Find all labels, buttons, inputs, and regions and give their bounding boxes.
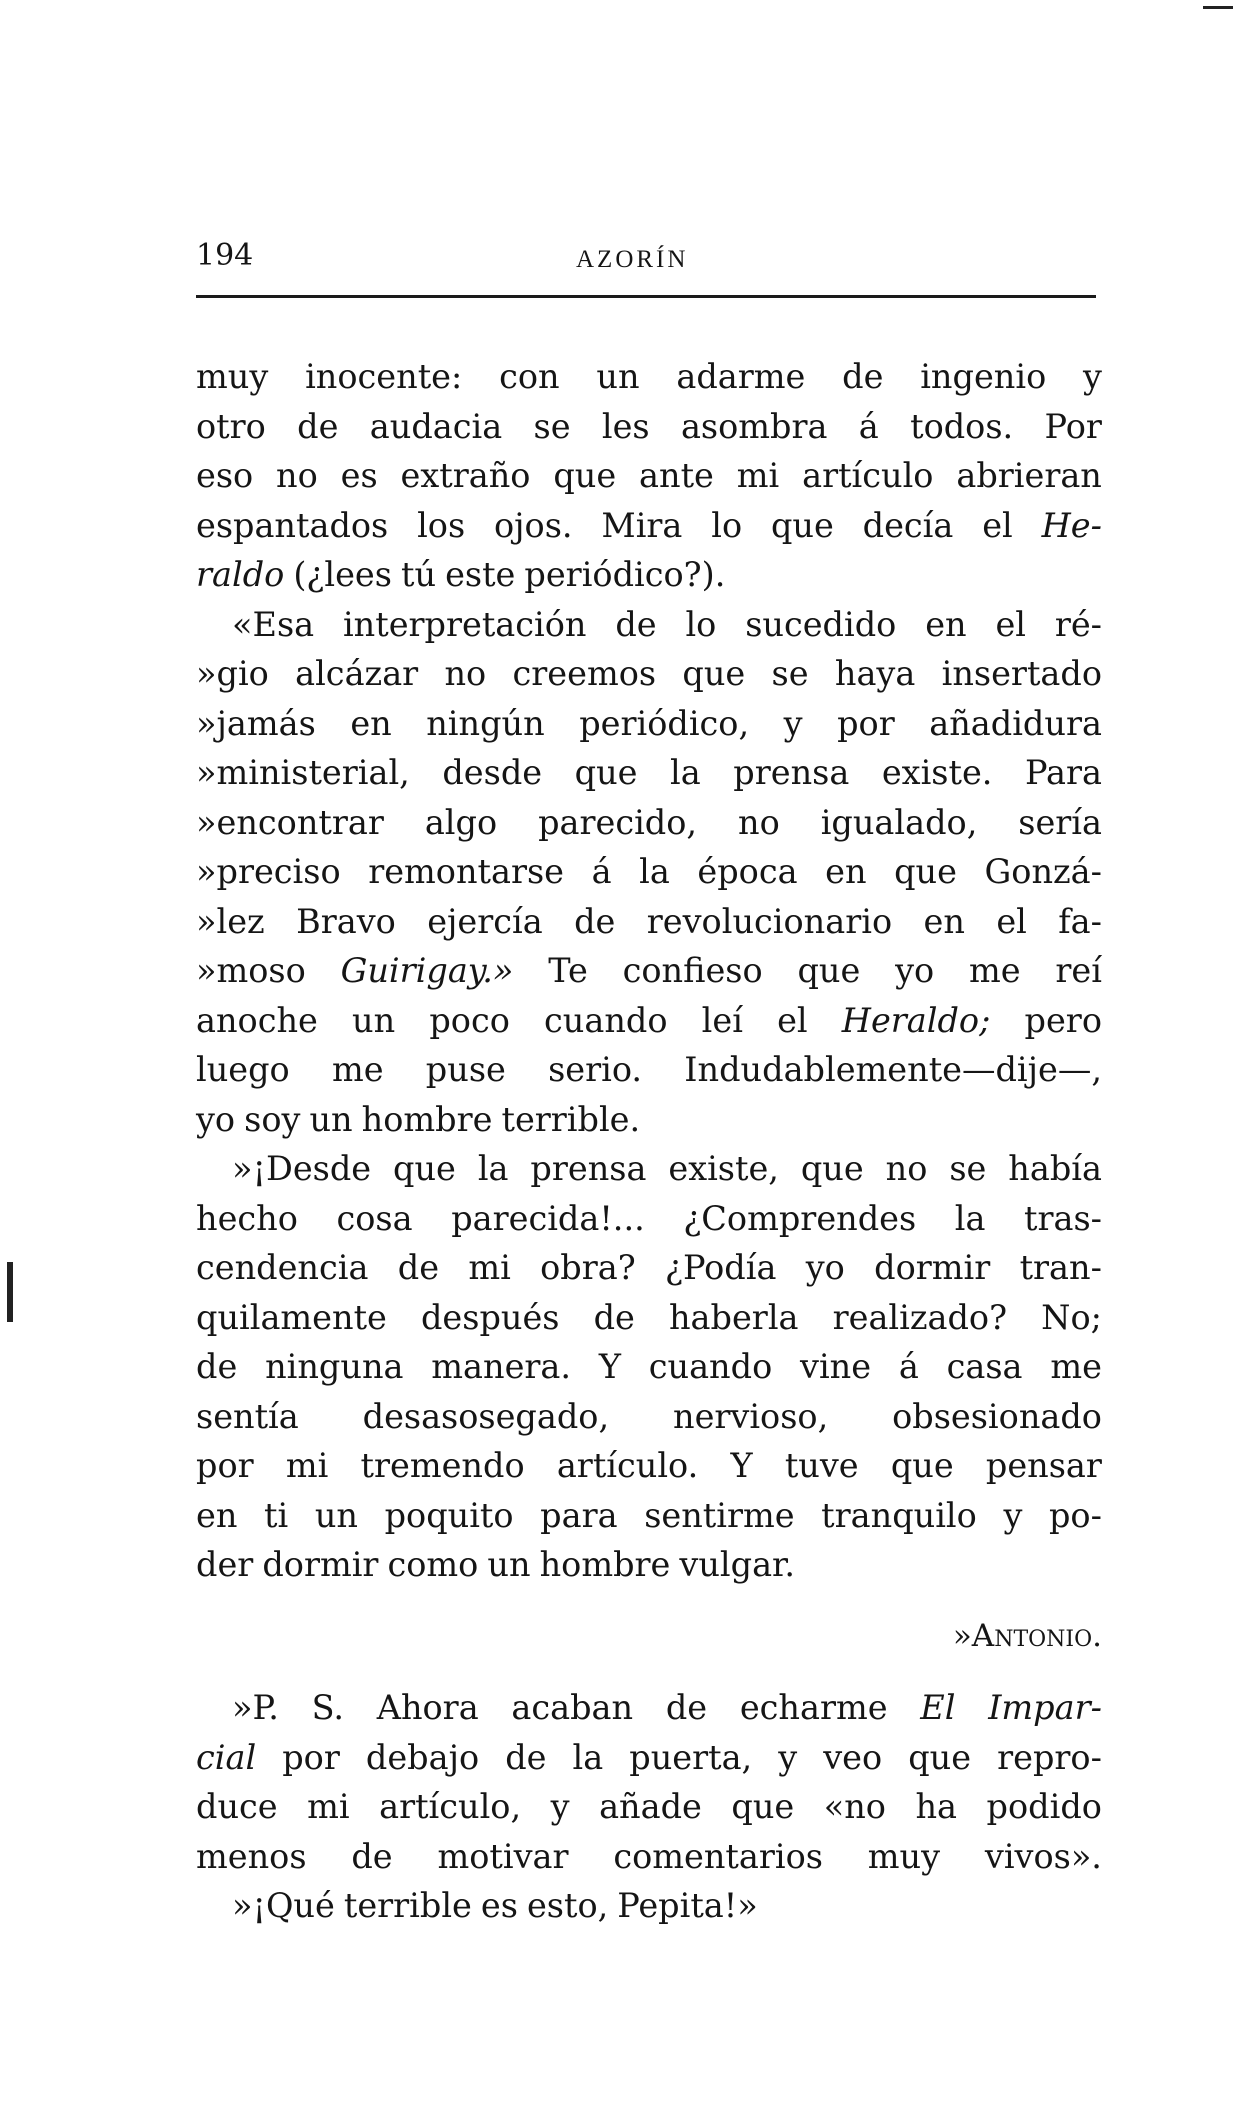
word: remontarse <box>368 852 565 891</box>
word: haberla <box>668 1297 799 1337</box>
word: hombre <box>539 1545 671 1584</box>
word: casa <box>946 1347 1023 1386</box>
word: el <box>995 604 1026 644</box>
word: prensa <box>530 1149 647 1188</box>
word: »Antonio. <box>952 1617 1102 1654</box>
word: espantados <box>196 505 389 545</box>
word: sería <box>1018 802 1102 842</box>
word: yo <box>196 1099 236 1139</box>
word: y <box>1003 1495 1023 1535</box>
word: nervioso, <box>673 1396 829 1436</box>
word: No; <box>1041 1297 1102 1337</box>
word: igualado, <box>820 802 978 842</box>
word: insertado <box>941 654 1102 693</box>
text-line <box>196 1540 1102 1590</box>
word: Por <box>1044 406 1102 446</box>
word: prensa <box>733 753 850 792</box>
word: puerta, <box>629 1737 753 1777</box>
text-line <box>196 1441 1102 1491</box>
text-line <box>196 1293 1102 1343</box>
word: asombra <box>680 406 828 446</box>
text-line <box>196 897 1102 947</box>
word: de <box>665 1688 708 1727</box>
word: en <box>825 852 867 891</box>
word: tranquilo <box>821 1495 977 1535</box>
word: »preciso <box>196 852 341 891</box>
word: podido <box>986 1787 1102 1826</box>
word: pensar <box>985 1446 1102 1485</box>
text-line <box>196 402 1102 452</box>
word: Para <box>1024 753 1102 792</box>
word: que <box>731 1787 795 1826</box>
word: manera. <box>431 1347 572 1386</box>
word: dormir <box>262 1545 379 1584</box>
word: ha <box>915 1787 958 1826</box>
word: había <box>1008 1149 1102 1188</box>
page-number: 194 <box>196 238 254 273</box>
word: de <box>351 1836 393 1876</box>
scan-mark <box>1203 6 1233 9</box>
word: S. <box>311 1688 345 1727</box>
word: tuve <box>784 1446 859 1485</box>
word: parecido, <box>538 802 698 842</box>
word: realizado? <box>832 1297 1008 1337</box>
word: el <box>982 505 1013 545</box>
word: artículo, <box>379 1787 522 1826</box>
text-line <box>196 1683 1102 1733</box>
word: serio. <box>548 1050 643 1089</box>
word: sentía <box>196 1396 299 1436</box>
text-line <box>196 451 1102 501</box>
body-text <box>196 352 1102 1931</box>
word: yo <box>805 1248 845 1287</box>
word: les <box>601 406 650 446</box>
text-line <box>196 1144 1102 1194</box>
word: Gonzá- <box>984 852 1102 891</box>
word: quilamente <box>196 1297 387 1337</box>
word: »gio <box>196 654 269 693</box>
word: cial <box>196 1737 257 1777</box>
word: «Esa <box>232 604 315 644</box>
word: algo <box>424 802 498 842</box>
word: con <box>499 357 560 396</box>
word: alcázar <box>295 654 419 693</box>
word: der <box>196 1545 254 1584</box>
word: Y <box>598 1347 621 1386</box>
word: por <box>282 1737 340 1777</box>
word: y <box>550 1787 570 1826</box>
text-line <box>196 1095 1102 1145</box>
running-head: AZORÍN <box>576 246 689 273</box>
word: luego <box>196 1050 290 1089</box>
word: motivar <box>437 1836 569 1876</box>
word: parecida!... <box>451 1198 645 1238</box>
word: á <box>858 406 879 446</box>
word: acaban <box>511 1688 634 1727</box>
word: ¿Podía <box>664 1248 777 1287</box>
word: leí <box>701 1000 743 1040</box>
text-line <box>196 550 1102 600</box>
word: vulgar. <box>679 1545 796 1584</box>
word: que <box>894 852 957 891</box>
word: »¡Qué <box>232 1886 335 1925</box>
scan-mark <box>7 1262 13 1322</box>
word: audacia <box>369 406 503 446</box>
word: debajo <box>365 1737 480 1777</box>
word: de <box>196 1347 238 1386</box>
word: ningún <box>426 703 545 743</box>
word: »encontrar <box>196 802 384 842</box>
word: »jamás <box>196 703 316 743</box>
word: es <box>480 1886 518 1925</box>
text-line <box>196 996 1102 1046</box>
word: ojos. <box>493 505 573 545</box>
word: Ahora <box>376 1688 479 1727</box>
word: echarme <box>739 1688 888 1727</box>
word: El <box>920 1688 956 1727</box>
word: en <box>923 901 965 941</box>
word: artículo <box>802 456 934 495</box>
word: que <box>393 1149 456 1188</box>
word: todos. <box>910 406 1014 446</box>
word: cuando <box>544 1000 668 1040</box>
text-line <box>196 1491 1102 1541</box>
word: ejercía <box>427 901 543 941</box>
word: duce <box>196 1787 278 1826</box>
text-line <box>196 1392 1102 1442</box>
word: que <box>800 1149 864 1188</box>
word: hombre <box>361 1099 493 1139</box>
word: de <box>397 1248 440 1287</box>
word: vivos». <box>984 1836 1102 1876</box>
word: el <box>996 901 1027 941</box>
word: sentirme <box>644 1495 795 1535</box>
word: mi <box>285 1446 329 1485</box>
word: se <box>533 406 571 446</box>
text-line <box>196 1832 1102 1882</box>
word: revolucionario <box>646 901 893 941</box>
word: un <box>352 1000 396 1040</box>
text-line <box>196 1194 1102 1244</box>
word: Mira <box>601 505 683 545</box>
word: ti <box>264 1495 289 1535</box>
word: existe, <box>668 1149 779 1188</box>
word: obra? <box>540 1248 636 1287</box>
word: el <box>777 1000 808 1040</box>
word: eso <box>196 456 254 495</box>
word: abrieran <box>956 456 1102 495</box>
word: yo <box>895 951 935 990</box>
word: que <box>553 456 617 495</box>
word: Pepita!» <box>617 1886 758 1925</box>
text-line <box>196 1342 1102 1392</box>
text-line <box>196 798 1102 848</box>
text-line <box>196 1243 1102 1293</box>
word: la <box>639 852 670 891</box>
word: me <box>969 951 1021 990</box>
word: no <box>276 456 318 495</box>
word: veo <box>823 1737 883 1777</box>
word: tremendo <box>360 1446 525 1485</box>
word: á <box>898 1347 919 1386</box>
word: es <box>340 456 378 495</box>
text-line <box>196 946 1102 996</box>
word: la <box>670 753 701 792</box>
word: (¿lees <box>293 555 392 594</box>
word: mi <box>736 456 780 495</box>
word: en <box>925 604 967 644</box>
word: soy <box>244 1099 301 1139</box>
word: menos <box>196 1836 307 1876</box>
word: artículo. <box>556 1446 699 1485</box>
word: tú <box>400 555 437 594</box>
word: repro- <box>997 1737 1102 1777</box>
word: creemos <box>512 654 657 693</box>
text-line <box>196 649 1102 699</box>
word: poco <box>429 1000 510 1040</box>
word: de <box>842 357 884 396</box>
word: que <box>682 654 746 693</box>
word: por <box>196 1446 254 1485</box>
word: »P. <box>232 1688 279 1727</box>
text-line <box>196 748 1102 798</box>
word: por <box>837 703 895 743</box>
text-line <box>196 352 1102 402</box>
word: desasosegado, <box>362 1396 610 1436</box>
word: hecho <box>196 1198 298 1238</box>
word: »¡Desde <box>232 1149 372 1188</box>
word: reí <box>1055 951 1102 990</box>
word: decía <box>862 505 954 545</box>
word: la <box>477 1149 509 1188</box>
word: la <box>954 1198 986 1238</box>
word: »lez <box>196 901 265 941</box>
word: añadidura <box>929 703 1102 743</box>
text-line <box>196 1733 1102 1783</box>
word: me <box>1050 1347 1102 1386</box>
word: época <box>697 852 798 891</box>
word: Te <box>548 951 588 990</box>
word: terrible. <box>501 1099 641 1139</box>
word: á <box>591 852 612 891</box>
word: haya <box>834 654 916 693</box>
word: de <box>615 604 657 644</box>
word: después <box>420 1297 560 1337</box>
word: cuando <box>648 1347 773 1386</box>
word: y <box>783 703 803 743</box>
word: Heraldo; <box>841 1000 991 1040</box>
word: que <box>890 1446 954 1485</box>
word: de <box>593 1297 635 1337</box>
word: que <box>770 505 834 545</box>
page-header <box>196 232 1096 282</box>
word: tras- <box>1024 1198 1102 1238</box>
word: no <box>444 654 487 693</box>
word: ré- <box>1054 604 1102 644</box>
word: periódico, <box>579 703 750 743</box>
signature-line <box>196 1612 1102 1662</box>
word: un <box>314 1495 358 1535</box>
word: muy <box>196 357 269 396</box>
word: Y <box>730 1446 753 1485</box>
word: un <box>487 1545 531 1584</box>
word: un <box>596 357 640 396</box>
word: en <box>350 703 392 743</box>
word: poquito <box>384 1495 514 1535</box>
word: Guirigay.» <box>340 951 514 990</box>
word: interpretación <box>342 604 587 644</box>
word: como <box>387 1545 479 1584</box>
word: y <box>778 1737 798 1777</box>
word: no <box>738 802 780 842</box>
word: po- <box>1048 1495 1102 1535</box>
text-line <box>196 1045 1102 1095</box>
word: la <box>572 1737 604 1777</box>
word: desde <box>442 753 543 792</box>
word: dormir <box>874 1248 991 1287</box>
text-line <box>196 600 1102 650</box>
word: en <box>196 1495 238 1535</box>
word: que <box>797 951 861 990</box>
word: Impar- <box>988 1688 1102 1727</box>
header-rule <box>196 295 1096 298</box>
word: obsesionado <box>892 1396 1102 1436</box>
word: se <box>771 654 809 693</box>
word: fa- <box>1058 901 1102 941</box>
word: otro <box>196 406 266 446</box>
word: se <box>949 1149 987 1188</box>
word: periódico?). <box>524 555 726 594</box>
word: este <box>445 555 516 594</box>
word: de <box>574 901 616 941</box>
word: ¿Comprendes <box>683 1198 917 1238</box>
word: anoche <box>196 1000 318 1040</box>
word: adarme <box>676 357 806 396</box>
word: de <box>297 406 339 446</box>
word: He- <box>1041 505 1102 545</box>
word: de <box>505 1737 547 1777</box>
word: inocente: <box>305 357 463 396</box>
word: »ministerial, <box>196 753 410 792</box>
word: tran- <box>1019 1248 1102 1287</box>
word: añade <box>599 1787 702 1826</box>
word: extraño <box>400 456 531 495</box>
word: ante <box>639 456 714 495</box>
word: muy <box>867 1836 941 1876</box>
word: y <box>1083 357 1102 396</box>
word: ingenio <box>920 357 1047 396</box>
word: puse <box>425 1050 506 1089</box>
text-line <box>196 1782 1102 1832</box>
word: raldo <box>196 555 285 594</box>
word: mi <box>468 1248 511 1287</box>
word: comentarios <box>613 1836 823 1876</box>
word: ninguna <box>265 1347 404 1386</box>
word: lo <box>685 604 717 644</box>
word: que <box>908 1737 972 1777</box>
word: un <box>309 1099 353 1139</box>
word: pero <box>1024 1000 1102 1040</box>
word: Indudablemente—dije—, <box>684 1050 1102 1089</box>
word: vine <box>800 1347 872 1386</box>
word: »moso <box>196 951 306 990</box>
word: los <box>417 505 466 545</box>
word: esto, <box>526 1886 609 1925</box>
word: terrible <box>343 1886 472 1925</box>
text-line <box>196 501 1102 551</box>
word: que <box>574 753 638 792</box>
word: me <box>331 1050 384 1089</box>
word: cendencia <box>196 1248 369 1287</box>
word: para <box>540 1495 618 1535</box>
word: no <box>885 1149 928 1188</box>
text-line <box>196 847 1102 897</box>
word: lo <box>711 505 743 545</box>
text-line <box>196 1881 1102 1931</box>
word: «no <box>823 1787 886 1826</box>
word: existe. <box>881 753 993 792</box>
text-line <box>196 699 1102 749</box>
word: mi <box>307 1787 350 1826</box>
word: confieso <box>622 951 763 990</box>
word: cosa <box>336 1198 413 1238</box>
word: Bravo <box>296 901 396 941</box>
word: sucedido <box>745 604 897 644</box>
